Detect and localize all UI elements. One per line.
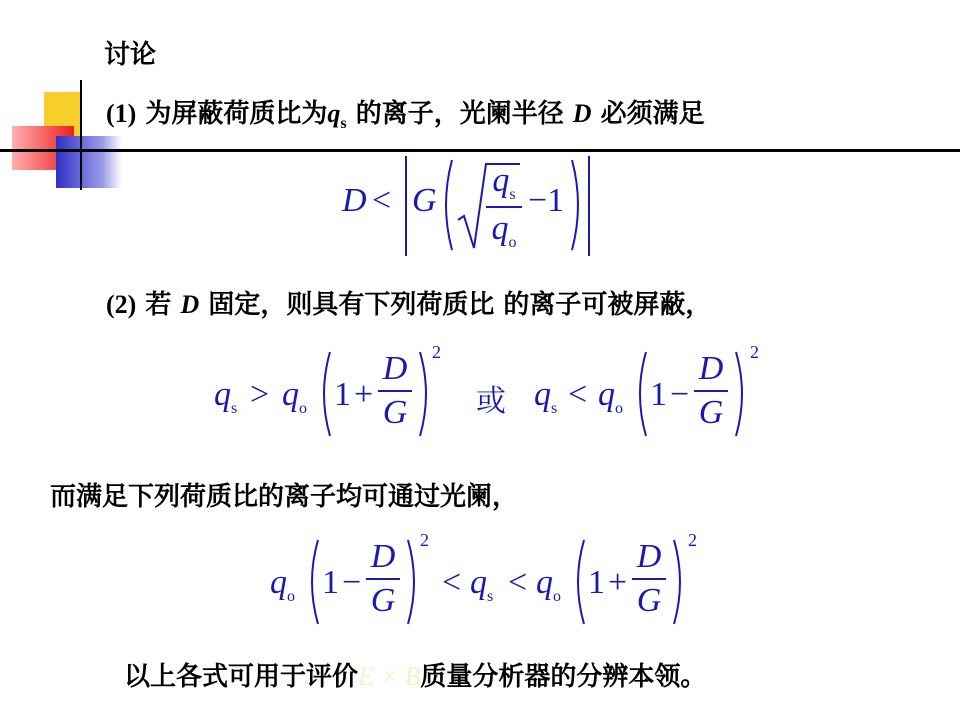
item-2-line: [106, 284, 711, 321]
conclusion-text-b: 质量分析器的分辨本领。: [420, 662, 707, 692]
conclusion-line: [124, 656, 706, 693]
eq2-left-plus: +: [354, 376, 374, 413]
eq3-fraction-2: [632, 538, 666, 620]
eq2-left-qo: $q_o$: [282, 376, 307, 417]
eq2-right-den: G: [698, 394, 724, 431]
page-title: 讨论: [104, 40, 157, 70]
eq3-fraction-1: [366, 538, 400, 620]
conclusion-text-a: 以上各式可用于评价: [124, 662, 359, 692]
eq1-denominator: $q_o$: [491, 209, 517, 251]
eq3-paren-1-close: [406, 538, 422, 626]
item-1-var-q: q: [327, 99, 341, 128]
equation-1: [342, 150, 602, 256]
eq3-paren-2-close: [672, 538, 688, 626]
item-1-var-d: D: [572, 99, 592, 128]
eq2-right-num: D: [698, 350, 724, 387]
eq2-left-bar: [378, 390, 412, 392]
eq1-lhs: D: [342, 182, 367, 219]
eq3-qo-left: $q_o$: [270, 564, 295, 605]
eq1-numerator: $q_s$: [492, 162, 516, 203]
eq2-right-qo: $q_o$: [598, 376, 623, 417]
eq2-left-exp: 2: [432, 342, 441, 362]
deco-blue-block: [56, 136, 122, 188]
eq3-frac1-num: D: [370, 538, 396, 575]
eq2-right-one: 1: [650, 376, 667, 413]
eq2-right-qs: $q_s$: [534, 376, 558, 417]
deco-vertical-line: [80, 80, 82, 190]
eq2-left-fraction: [378, 350, 412, 432]
eq1-op: <: [372, 182, 392, 219]
eq3-frac1-den: G: [370, 582, 396, 619]
eq1-g: G: [412, 182, 437, 219]
eq3-plus: +: [608, 564, 628, 601]
eq1-fraction-bar: [486, 206, 522, 208]
eq1-paren-right: [570, 158, 586, 252]
eq2-right-exp: 2: [750, 342, 759, 362]
eq2-left-qs: $q_s$: [214, 376, 238, 417]
item-1-prefix: (1): [106, 99, 137, 128]
eq2-right-bar: [694, 390, 728, 392]
item-2-text-b: 固定，则具有下列荷质比 的离子可被屏蔽，: [208, 290, 712, 320]
item-2-prefix: (2): [106, 290, 137, 319]
eq1-abs-right: [588, 156, 590, 256]
eq3-exp-1: 2: [420, 530, 429, 550]
item-1-line: [106, 93, 705, 133]
eq1-minus-one: −1: [528, 182, 565, 219]
eq3-qs: $q_s$: [470, 564, 494, 605]
eq2-right-minus: −: [670, 376, 690, 413]
conclusion-faint-expr: E × B: [358, 662, 421, 691]
eq1-paren-left: [438, 158, 454, 252]
eq2-right-fraction: [694, 350, 728, 432]
eq3-lt-1: <: [442, 564, 462, 601]
eq1-abs-left: [405, 156, 407, 256]
line-3: 而满足下列荷质比的离子均可通过光阑，: [50, 482, 519, 512]
eq3-paren-1-open: [304, 538, 320, 626]
eq2-right-paren-open: [632, 350, 648, 438]
eq2-left-num: D: [382, 350, 408, 387]
eq3-frac2-den: G: [636, 582, 662, 619]
eq2-left-paren-close: [418, 350, 434, 438]
eq3-frac2-num: D: [636, 538, 662, 575]
eq2-left-op: >: [250, 376, 270, 413]
item-1-sub-s: s: [340, 115, 347, 133]
eq2-right-paren-close: [734, 350, 750, 438]
eq3-one-2: 1: [588, 564, 605, 601]
eq1-fraction: [486, 162, 522, 252]
eq3-minus: −: [342, 564, 362, 601]
item-1-text-c: 必须满足: [600, 99, 705, 129]
item-2-var-d: D: [180, 290, 200, 319]
eq2-left-one: 1: [334, 376, 351, 413]
item-1-text-b: 的离子，光阑半径: [355, 99, 564, 129]
equation-2: [214, 342, 774, 442]
eq3-paren-2-open: [570, 538, 586, 626]
eq3-one-1: 1: [322, 564, 339, 601]
eq2-left-den: G: [382, 394, 408, 431]
eq3-qo-right: $q_o$: [536, 564, 561, 605]
equation-3: [270, 530, 710, 630]
eq3-frac2-bar: [632, 578, 666, 580]
item-1-text-a: 为屏蔽荷质比为: [145, 99, 328, 129]
eq3-frac1-bar: [366, 578, 400, 580]
eq2-left-paren-open: [316, 350, 332, 438]
eq3-lt-2: <: [508, 564, 528, 601]
eq2-or: 或: [476, 384, 506, 419]
item-2-text-a: 若: [145, 290, 172, 320]
eq3-exp-2: 2: [688, 530, 697, 550]
eq2-right-op: <: [568, 376, 588, 413]
